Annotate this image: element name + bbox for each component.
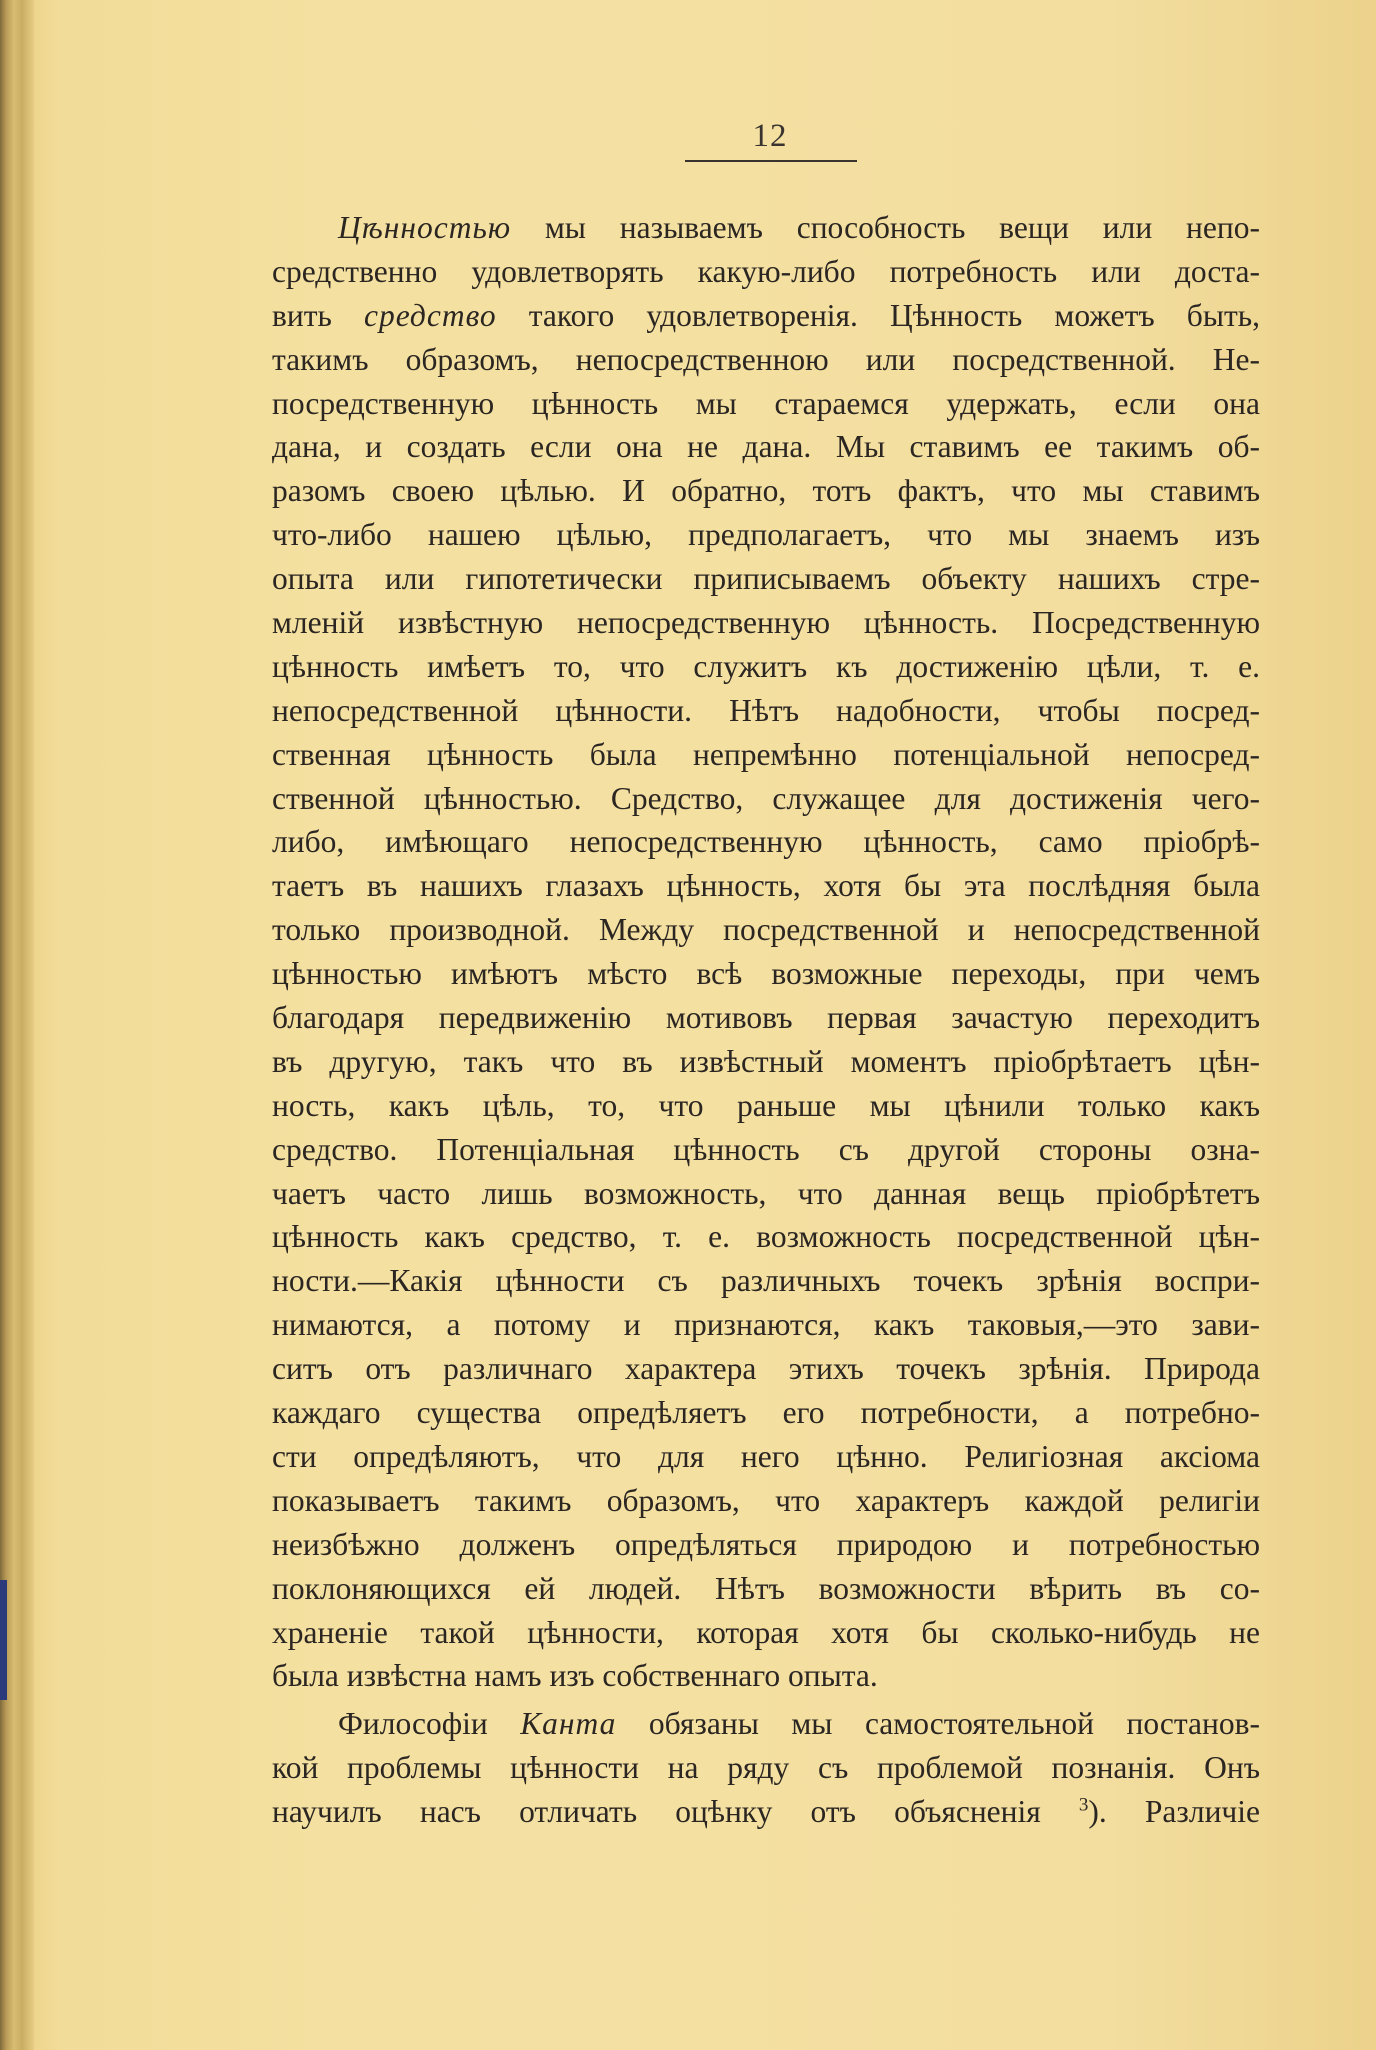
text-line: дана, и создать если она не дана. Мы ставимъ ее такимъ об- (272, 429, 1260, 465)
text-line: чаетъ часто лишь возможность, что данная вещь пріобрѣтетъ (272, 1175, 1260, 1211)
text-line: что-либо нашею цѣлью, предполагаетъ, что мы знаемъ изъ (272, 517, 1260, 553)
italic-term: Канта (520, 1706, 617, 1742)
text-line: опыта или гипотетически приписываемъ объекту нашихъ стре- (272, 561, 1260, 597)
text-line: Цѣнностью мы называемъ способность вещи или непо- (338, 210, 1260, 245)
text-line: разомъ своею цѣлью. И обратно, тотъ фактъ, что мы ставимъ (272, 473, 1260, 509)
page-number: 12 (752, 118, 788, 154)
text-line: ственная цѣнность была непремѣнно потенціальной непосред- (272, 736, 1260, 772)
text-line: такимъ образомъ, непосредственною или посредственной. Не- (272, 341, 1260, 377)
text-line: средственно удовлетворять какую-либо потребность или доста- (272, 253, 1260, 289)
italic-term: Цѣнностью (338, 210, 512, 245)
text-line: поклоняющихся ей людей. Нѣтъ возможности вѣрить въ со- (272, 1570, 1260, 1606)
text-line: сти опредѣляютъ, что для него цѣнно. Религіозная аксіома (272, 1438, 1260, 1474)
text-line: храненіе такой цѣнности, которая хотя бы сколько-нибудь не (272, 1614, 1260, 1650)
text-line: была извѣстна намъ изъ собственнаго опыта. (272, 1658, 878, 1694)
spine-blue-mark (0, 1580, 7, 1700)
text-line: таетъ въ нашихъ глазахъ цѣнность, хотя бы эта послѣдняя была (272, 868, 1260, 904)
footnote-marker: 3 (1078, 1794, 1089, 1816)
text-line: научилъ насъ отличать оцѣнку отъ объясненія $^3$). Различіе (272, 1794, 1260, 1830)
text-line: либо, имѣющаго непосредственную цѣнность, само пріобрѣ- (272, 824, 1260, 860)
text-line: цѣнность имѣетъ то, что служитъ къ достиженію цѣли, т. е. (272, 648, 1260, 684)
text-line: нимаются, а потому и признаются, какъ таковыя,—это зави- (272, 1307, 1260, 1343)
italic-term: средство (364, 297, 497, 333)
text-line: кой проблемы цѣнности на ряду съ проблемой познанія. Онъ (272, 1750, 1260, 1786)
text-line: неизбѣжно долженъ опредѣляться природою и потребностью (272, 1526, 1260, 1562)
text-line: средство. Потенціальная цѣнность съ другой стороны озна- (272, 1131, 1260, 1167)
paragraph-1 (272, 206, 1260, 1698)
body-text (272, 206, 1260, 1834)
text-line: ности.—Какія цѣнности съ различныхъ точекъ зрѣнія воспри- (272, 1263, 1260, 1299)
text-line: ность, какъ цѣль, то, что раньше мы цѣнили только какъ (272, 1087, 1260, 1123)
text-line: показываетъ такимъ образомъ, что характеръ каждой религіи (272, 1482, 1260, 1518)
text-line: Философіи Канта обязаны мы самостоятельной постанов- (338, 1706, 1260, 1742)
text-line: въ другую, такъ что въ извѣстный моментъ пріобрѣтаетъ цѣн- (272, 1043, 1260, 1079)
text-line: посредственную цѣнность мы стараемся удержать, если она (272, 385, 1260, 421)
text-line: ситъ отъ различнаго характера этихъ точекъ зрѣнія. Природа (272, 1351, 1260, 1387)
text-line: только производной. Между посредственной и непосредственной (272, 912, 1260, 948)
text-line: цѣнностью имѣютъ мѣсто всѣ возможные переходы, при чемъ (272, 956, 1260, 992)
text-line: вить средство такого удовлетворенія. Цѣнность можетъ быть, (272, 297, 1260, 333)
paragraph-2 (272, 1702, 1260, 1834)
book-spine-edge (0, 0, 34, 2050)
text-line: каждаго существа опредѣляетъ его потребности, а потребно- (272, 1395, 1260, 1431)
text-line: мленій извѣстную непосредственную цѣнность. Посредственную (272, 605, 1260, 641)
text-line: цѣнность какъ средство, т. е. возможность посредственной цѣн- (272, 1219, 1260, 1255)
text-line: ственной цѣнностью. Средство, служащее для достиженія чего- (272, 780, 1260, 816)
page-number-rule (685, 160, 857, 162)
text-line: непосредственной цѣнности. Нѣтъ надобности, чтобы посред- (272, 692, 1260, 728)
text-line: благодаря передвиженію мотивовъ первая зачастую переходитъ (272, 1000, 1260, 1036)
